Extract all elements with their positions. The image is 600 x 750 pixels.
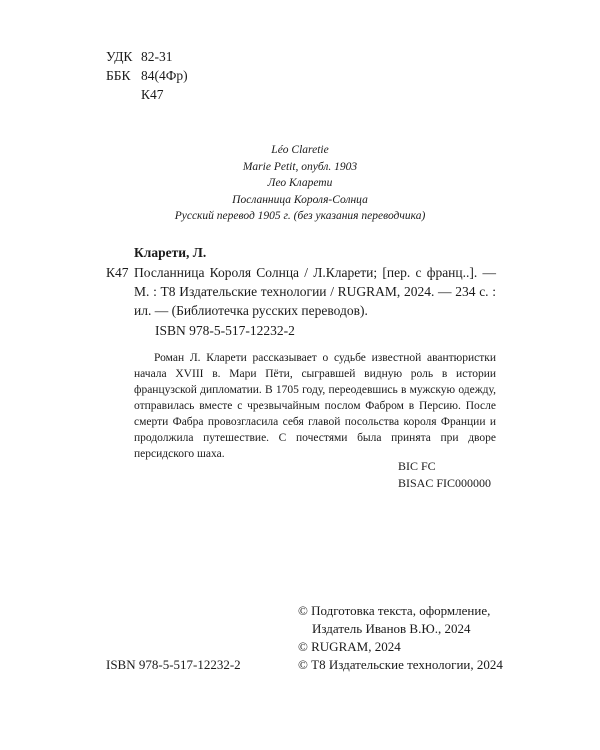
translation-note: Русский перевод 1905 г. (без указания переводчика): [174, 210, 426, 222]
bibliographic-description: Посланница Короля Солнца / Л.Кларети; [пер. с франц..]. —М. : Т8 Издательские технологии / RUGRAM, 2024. — 234 с. : ил. — (Библиотечка русских переводов).: [134, 265, 496, 318]
original-edition-block: [0, 142, 600, 225]
copyright-block: [298, 602, 503, 674]
copyright-line-2: Издатель Иванов В.Ю., 2024: [312, 621, 471, 636]
isbn-record: ISBN 978-5-517-12232-2: [155, 323, 295, 338]
author-heading: Кларети, Л.: [134, 245, 207, 260]
annotation: Роман Л. Кларети рассказывает о судьбе известной авантюристки начала XVIII в. Мари Пёти, сыгравшей видную роль в истории французской дипломатии. В 1705 году, переодевшись в мужскую одежду, отправилась вместе с чрезвычайным послом Фабром в Персию. После смерти Фабра провозгласила себя главой посольства короля Франции и продолжила путешествие. С почестями была принята при дворе персидского шаха.: [134, 352, 496, 460]
copyright-line-1: © Подготовка текста, оформление,: [298, 603, 491, 618]
copyright-line-4: © Т8 Издательские технологии, 2024: [298, 657, 503, 672]
bbk-label: ББК: [106, 68, 131, 83]
author-mark-side: К47: [106, 265, 129, 280]
bisac-code: BISAC FIC000000: [398, 476, 492, 490]
russian-title: Посланница Короля-Солнца: [232, 193, 368, 206]
copyright-line-3: © RUGRAM, 2024: [298, 639, 401, 654]
original-author: Léo Claretie: [271, 144, 329, 156]
udk-value: 82-31: [141, 49, 173, 64]
bbk-value: 84(4Фр): [141, 68, 188, 83]
author-mark-top: К47: [141, 87, 164, 102]
bbk-row: [106, 66, 188, 85]
udk-label: УДК: [106, 49, 133, 64]
russian-author: Лео Кларети: [267, 177, 333, 189]
author-mark-row: [106, 85, 164, 104]
original-title: Marie Petit, опубл. 1903: [242, 160, 358, 173]
bic-code: BIC FC: [398, 459, 436, 473]
footer-isbn: ISBN 978-5-517-12232-2: [106, 657, 241, 672]
subject-codes: [398, 458, 491, 492]
udk-row: [106, 47, 173, 66]
